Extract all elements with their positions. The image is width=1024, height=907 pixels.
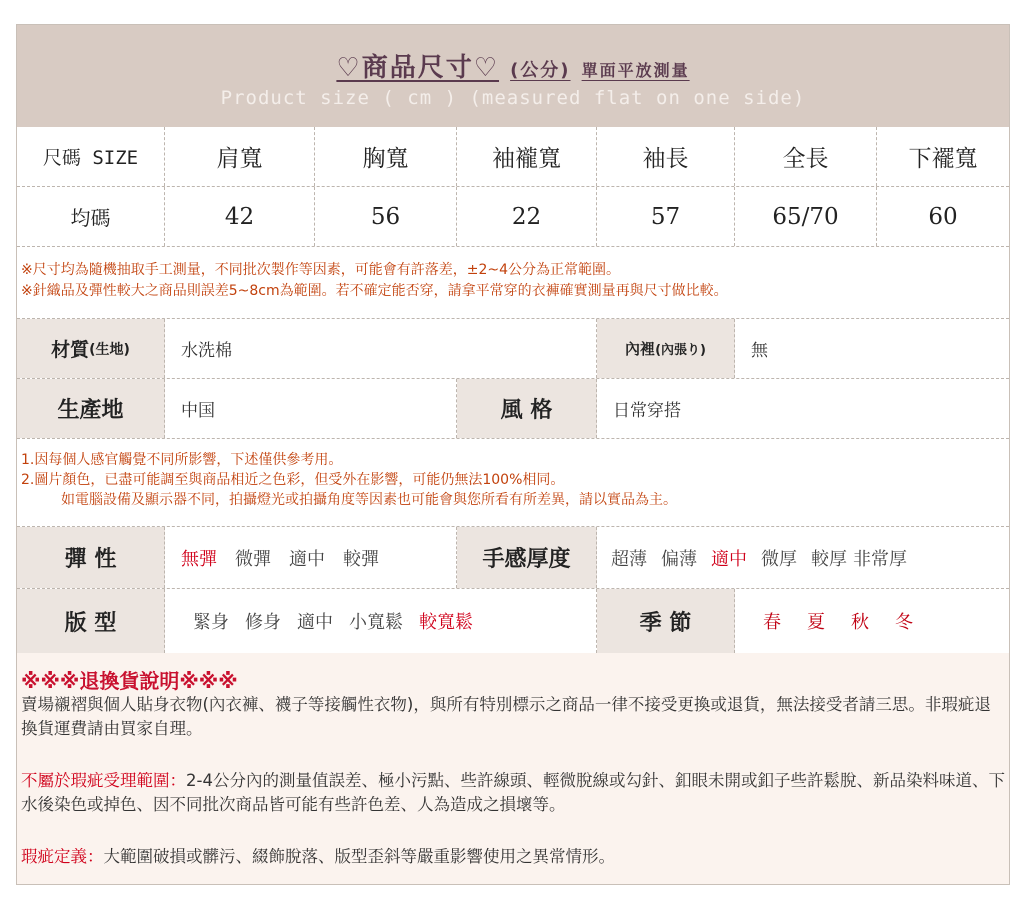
elasticity-label: 彈 性 (17, 527, 165, 588)
size-value-cell: 65/70 (735, 187, 877, 246)
season-option: 夏 (807, 612, 825, 633)
fit-option: 較寬鬆 (419, 612, 473, 633)
page-subtitle: Product size ( cm ) (measured flat on one side) (220, 87, 806, 109)
elasticity-row (17, 527, 1009, 589)
policy-label: 不屬於瑕疵受理範圍： (21, 771, 186, 790)
thickness-option: 非常厚 (853, 548, 907, 570)
size-info-card (16, 24, 1010, 885)
title-main: ♡商品尺寸♡ (336, 53, 500, 83)
origin-value: 中国 (165, 379, 457, 438)
size-value-cell: 57 (597, 187, 735, 246)
return-policy (17, 653, 1009, 884)
thickness-option: 微厚 (761, 548, 797, 570)
size-value-cell: 56 (315, 187, 457, 246)
lining-label: 內裡 (內張り) (597, 319, 735, 378)
size-header-cell: 全長 (735, 127, 877, 186)
size-value-row (17, 187, 1009, 247)
color-note-line: 如電腦設備及顯示器不同，拍攝燈光或拍攝角度等因素也可能會與您所看有所差異，請以實品為主。 (61, 492, 677, 508)
material-label: 材質 (生地) (17, 319, 165, 378)
title-unit: (公分) (510, 60, 571, 81)
size-value-cell: 均碼 (17, 187, 165, 246)
origin-label: 生產地 (17, 379, 165, 438)
policy-paragraph: 瑕疵定義：大範圍破損或髒污、綴飾脫落、版型歪斜等嚴重影響使用之異常情形。 (21, 847, 615, 866)
color-note-line: 2.圖片顏色，已盡可能調至與商品相近之色彩，但受外在影響，可能仍無法100%相同。 (21, 472, 565, 488)
color-note-line: 1.因每個人感官觸覺不同所影響，下述僅供參考用。 (21, 452, 343, 468)
material-value: 水洗棉 (165, 319, 597, 378)
size-note-line: ※針織品及彈性較大之商品則誤差5~8cm為範圍。若不確定能否穿，請拿平常穿的衣褲確實測量再與尺寸做比較。 (21, 283, 728, 299)
size-header-cell: 袖長 (597, 127, 735, 186)
fit-option: 緊身 (193, 612, 229, 633)
size-header-cell: 尺碼 SIZE (17, 127, 165, 186)
style-value: 日常穿搭 (613, 401, 681, 421)
elasticity-options (165, 527, 457, 588)
fit-label: 版 型 (17, 589, 165, 653)
size-notes (17, 247, 1009, 319)
lining-value: 無 (751, 341, 768, 361)
size-value-cell: 60 (928, 203, 958, 230)
fit-option: 小寬鬆 (349, 612, 403, 633)
size-header-cell: 胸寬 (315, 127, 457, 186)
thickness-option: 適中 (711, 548, 747, 570)
fit-options (165, 589, 597, 653)
thickness-option: 超薄 (611, 548, 647, 570)
season-options (735, 589, 1009, 653)
season-option: 冬 (895, 612, 913, 633)
season-label: 季 節 (597, 589, 735, 653)
color-notes (17, 439, 1009, 527)
fit-option: 修身 (245, 612, 281, 633)
header-banner (17, 25, 1009, 127)
size-value-cell: 22 (457, 187, 597, 246)
season-option: 春 (763, 612, 781, 633)
thickness-label: 手感厚度 (457, 527, 597, 588)
policy-heading: ※※※退換貨說明※※※ (21, 669, 238, 693)
size-value-cell: 42 (165, 187, 315, 246)
fit-row (17, 589, 1009, 653)
material-row (17, 319, 1009, 379)
elasticity-option: 較彈 (343, 548, 379, 570)
style-label: 風 格 (457, 379, 597, 438)
fit-option: 適中 (297, 612, 333, 633)
elasticity-option: 無彈 (181, 548, 217, 570)
elasticity-option: 微彈 (235, 548, 271, 570)
origin-row (17, 379, 1009, 439)
size-header-row (17, 127, 1009, 187)
elasticity-option: 適中 (289, 548, 325, 570)
size-header-cell: 肩寬 (165, 127, 315, 186)
size-header-cell: 下襬寬 (908, 146, 978, 172)
thickness-option: 偏薄 (661, 548, 697, 570)
thickness-option: 較厚 (811, 548, 847, 570)
title-suffix: 單面平放測量 (581, 61, 690, 80)
page-title (17, 47, 1009, 84)
size-note-line: ※尺寸均為隨機抽取手工測量，不同批次製作等因素，可能會有許落差，±2~4公分為正常範圍。 (21, 262, 621, 278)
size-header-cell: 袖襱寬 (457, 127, 597, 186)
season-option: 秋 (851, 612, 869, 633)
policy-paragraph: 不屬於瑕疵受理範圍：2-4公分內的測量值誤差、極小污點、些許線頭、輕微脫線或勾針、釦眼未開或釦子些許鬆脫、新品染料味道、下水後染色或掉色、因不同批次商品皆可能有些許色差、人為造成之損壞等。 (21, 771, 1005, 814)
thickness-options (597, 527, 1009, 588)
policy-paragraph: 賣場襯褶與個人貼身衣物(內衣褲、襪子等接觸性衣物)，與所有特別標示之商品一律不接受更換或退貨，無法接受者請三思。非瑕疵退換貨運費請由買家自理。 (21, 695, 991, 738)
policy-label: 瑕疵定義： (21, 847, 104, 866)
